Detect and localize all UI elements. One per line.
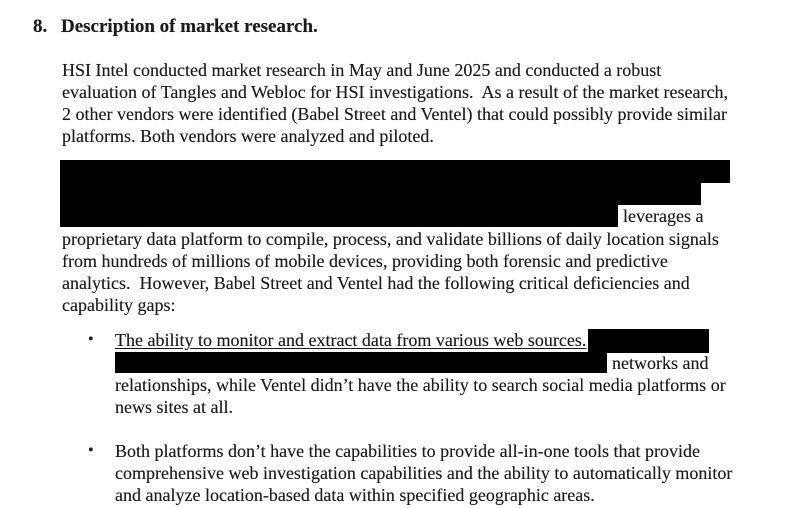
intro-line: HSI Intel conducted market research in May and June 2025 and conducted a robust [62,60,662,80]
bullet1-underlined-text: The ability to monitor and extract data from various web sources. [115,330,587,350]
vendor-paragraph-line: capability gaps: [62,295,176,315]
intro-line: evaluation of Tangles and Webloc for HSI investigations. As a result of the market research, [62,82,728,102]
bullet-marker: • [88,442,94,459]
intro-line: platforms. Both vendors were analyzed and piloted. [62,126,434,146]
vendor-paragraph-tail: leverages a [623,206,704,226]
bullet2-line: Both platforms don’t have the capabilities to provide all-in-one tools that provide [115,441,701,461]
redaction-bar-bullet1-line1 [588,329,709,353]
vendor-paragraph-line: proprietary data platform to compile, process, and validate billions of daily location signals [62,229,719,249]
bullet1-line: relationships, while Ventel didn’t have the ability to search social media platforms or [115,375,726,395]
vendor-paragraph-line: analytics. However, Babel Street and Ventel had the following critical deficiencies and [62,273,690,293]
bullet1-after-redaction-text: networks and [612,353,709,373]
bullet1-line: news sites at all. [115,397,233,417]
redaction-block-row-1 [60,160,730,183]
redaction-bar-bullet1-line2 [115,352,607,373]
intro-line: 2 other vendors were identified (Babel Street and Ventel) that could possibly provide similar [62,104,727,124]
redaction-block-row-3 [60,205,618,227]
bullet-marker: • [88,331,94,348]
bullet2-line: comprehensive web investigation capabilities and the ability to automatically monitor [115,463,733,483]
heading-number: 8. [33,16,48,37]
page-title: Description of market research. [61,16,318,37]
bullet2-line: and analyze location-based data within specified geographic areas. [115,485,595,505]
bullet1-line1 [115,329,709,353]
vendor-paragraph-line: from hundreds of millions of mobile devices, providing both forensic and predictive [62,251,668,271]
redaction-block-row-2 [60,183,701,205]
